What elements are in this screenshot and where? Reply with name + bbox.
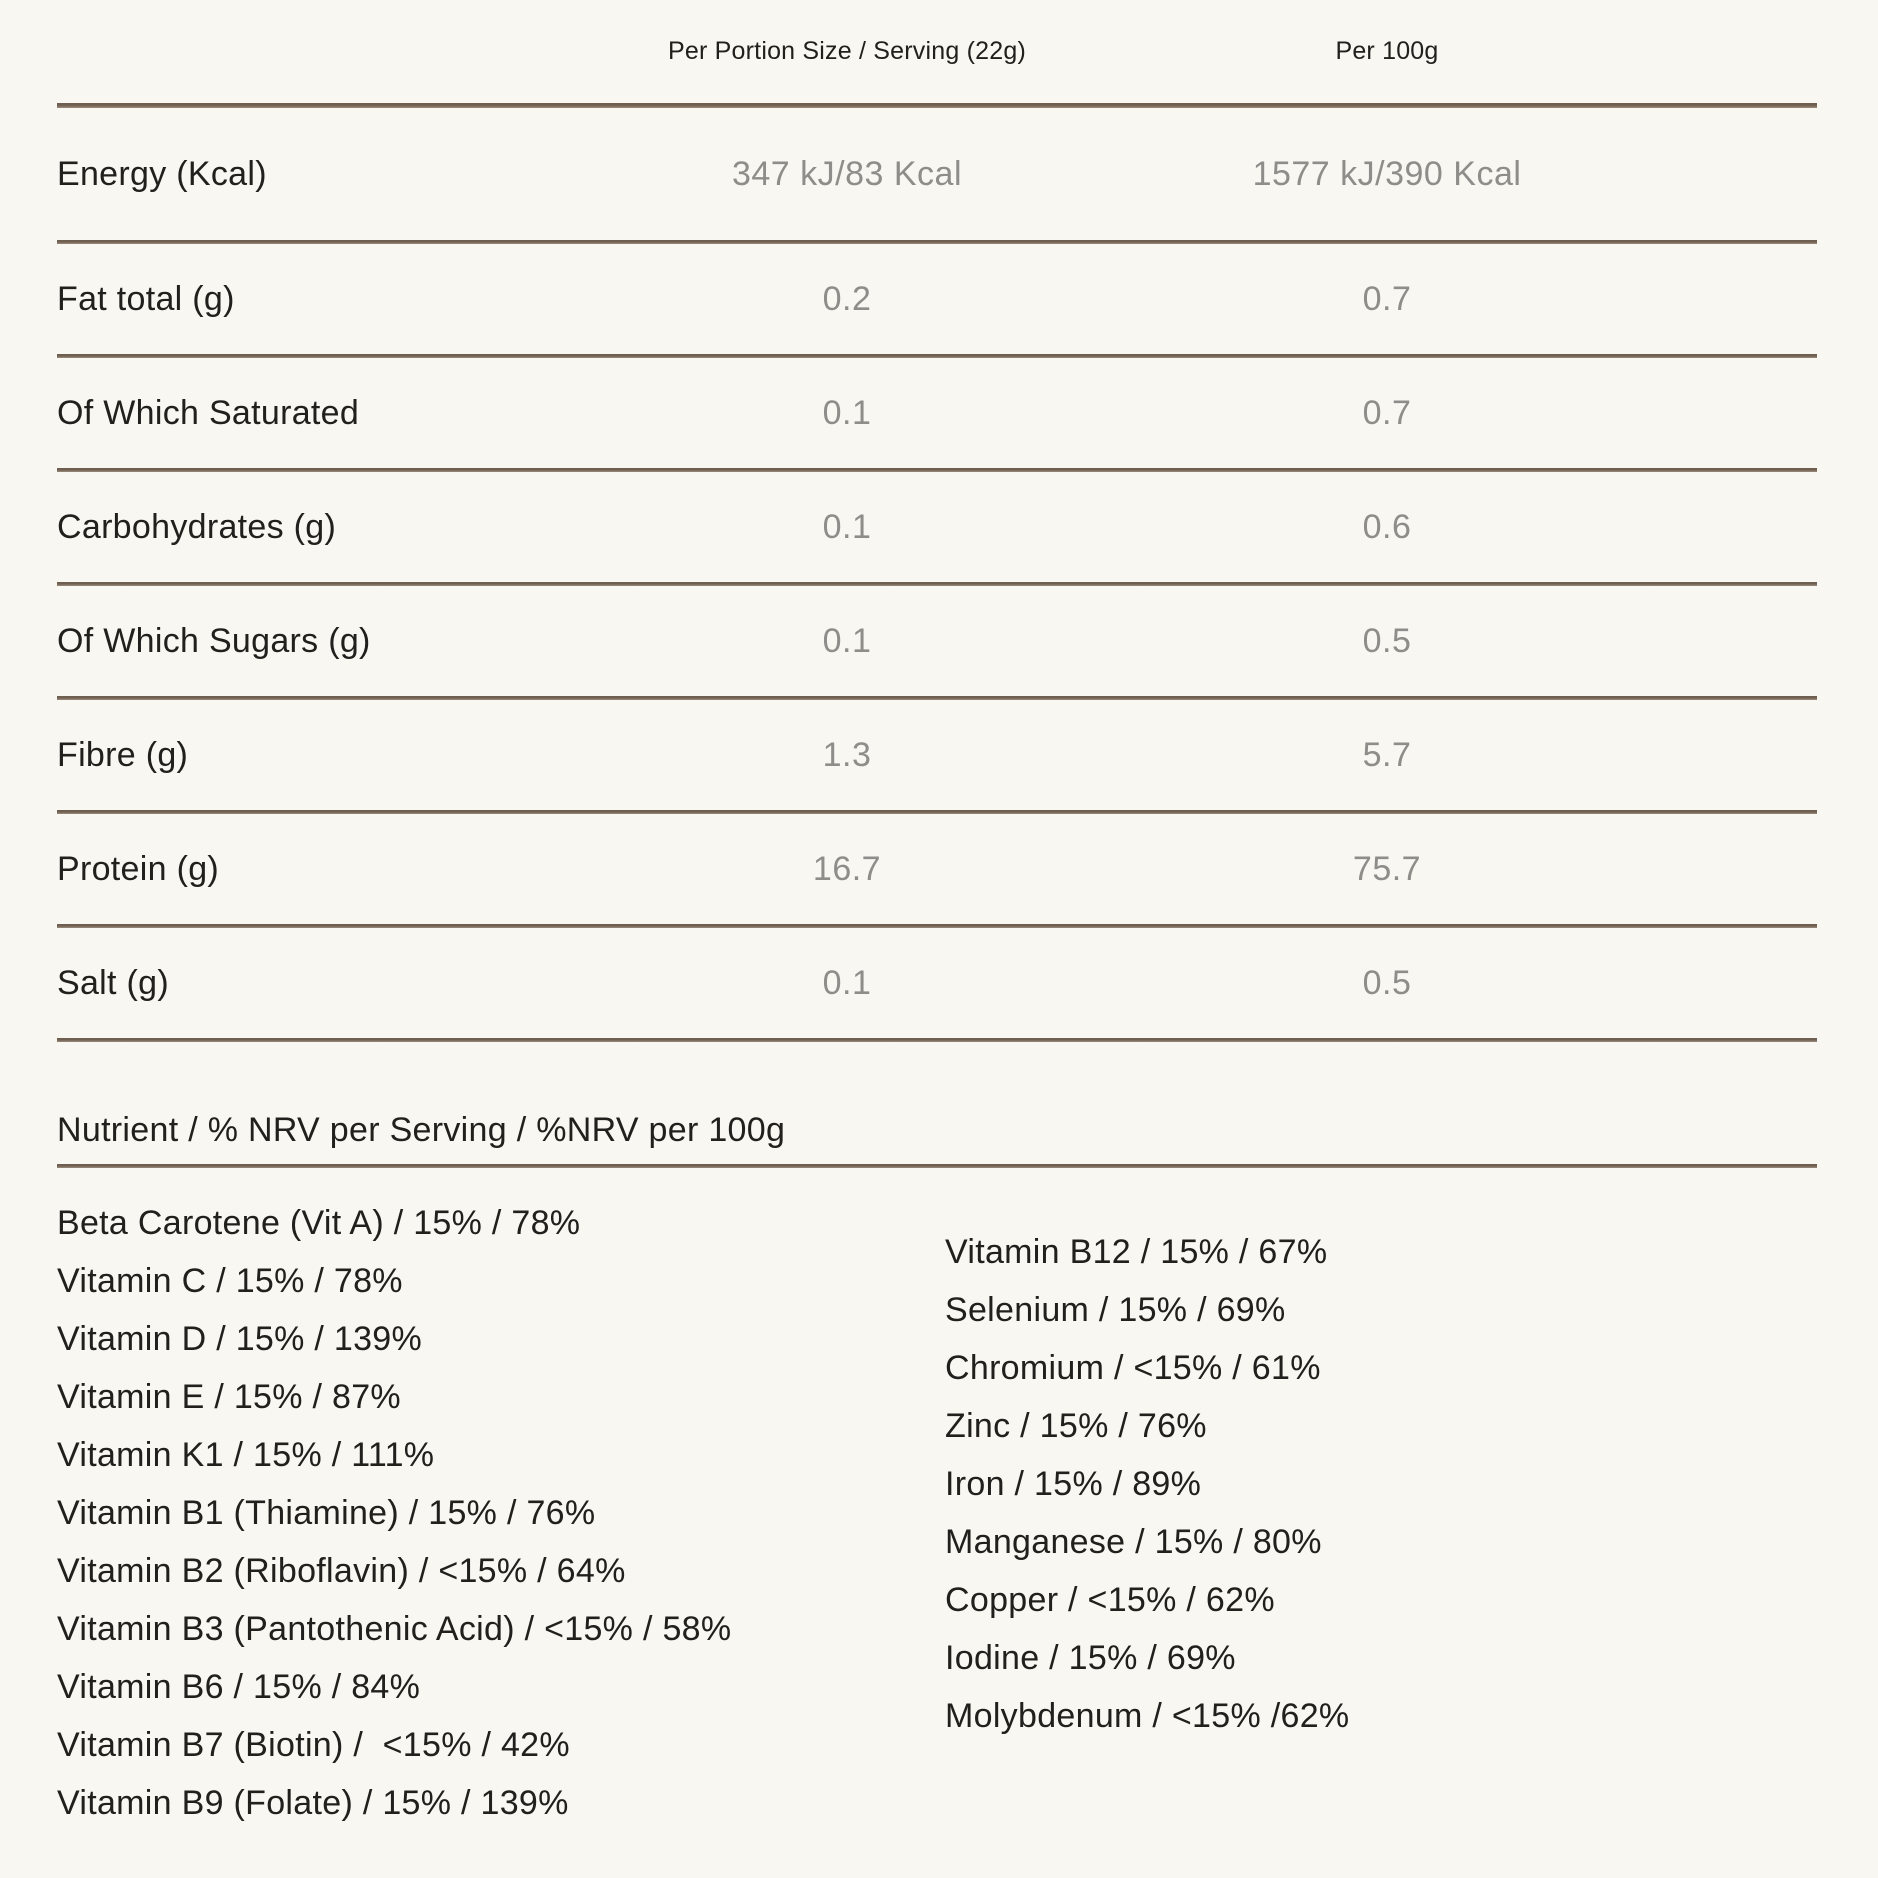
table-row: [57, 586, 1817, 696]
table-row: [57, 814, 1817, 924]
per100g-value: 1577 kJ/390 Kcal: [1252, 154, 1522, 193]
serving-value: 16.7: [812, 849, 882, 888]
row-label: Energy (Kcal): [57, 154, 267, 193]
column-header-serving: Per Portion Size / Serving (22g): [668, 37, 1026, 65]
serving-value: 0.1: [822, 507, 872, 546]
nrv-item: Copper / <15% / 62%: [945, 1581, 1275, 1619]
row-label: Of Which Saturated: [57, 393, 360, 432]
table-row: [57, 472, 1817, 582]
table-row: [57, 928, 1817, 1038]
serving-value: 0.1: [822, 393, 872, 432]
table-row: [57, 244, 1817, 354]
row-label: Fibre (g): [57, 735, 189, 774]
row-label: Fat total (g): [57, 279, 235, 318]
nrv-item: Vitamin B2 (Riboflavin) / <15% / 64%: [57, 1552, 626, 1590]
nrv-item: Molybdenum / <15% /62%: [945, 1697, 1350, 1735]
per100g-value: 75.7: [1352, 849, 1422, 888]
nrv-item: Vitamin K1 / 15% / 111%: [57, 1436, 435, 1474]
table-row: [57, 700, 1817, 810]
nrv-lists: [57, 1168, 1817, 1832]
per100g-value: 0.5: [1362, 963, 1412, 1002]
table-row: [57, 108, 1817, 240]
nrv-item: Manganese / 15% / 80%: [945, 1523, 1322, 1561]
nrv-item: Vitamin B7 (Biotin) / <15% / 42%: [57, 1726, 570, 1764]
nrv-item: Iodine / 15% / 69%: [945, 1639, 1236, 1677]
nrv-item: Vitamin B1 (Thiamine) / 15% / 76%: [57, 1494, 596, 1532]
row-label: Salt (g): [57, 963, 169, 1002]
nrv-item: Vitamin B6 / 15% / 84%: [57, 1668, 421, 1706]
nrv-list-right: [945, 1223, 1349, 1745]
per100g-value: 5.7: [1362, 735, 1412, 774]
row-label: Protein (g): [57, 849, 220, 888]
nrv-item: Chromium / <15% / 61%: [945, 1349, 1321, 1387]
nrv-item: Vitamin C / 15% / 78%: [57, 1262, 403, 1300]
serving-value: 1.3: [822, 735, 872, 774]
nrv-list-left: [57, 1194, 945, 1832]
nrv-item: Beta Carotene (Vit A) / 15% / 78%: [57, 1204, 581, 1242]
per100g-value: 0.7: [1362, 393, 1412, 432]
nrv-item: Zinc / 15% / 76%: [945, 1407, 1207, 1445]
serving-value: 347 kJ/83 Kcal: [731, 154, 963, 193]
serving-value: 0.1: [822, 963, 872, 1002]
column-header-per100g: Per 100g: [1335, 37, 1439, 65]
nrv-item: Vitamin B12 / 15% / 67%: [945, 1233, 1328, 1271]
per100g-value: 0.7: [1362, 279, 1412, 318]
row-label: Of Which Sugars (g): [57, 621, 371, 660]
nrv-item: Selenium / 15% / 69%: [945, 1291, 1286, 1329]
per100g-value: 0.5: [1362, 621, 1412, 660]
serving-value: 0.2: [822, 279, 872, 318]
nrv-item: Vitamin B3 (Pantothenic Acid) / <15% / 58%: [57, 1610, 732, 1648]
nrv-item: Iron / 15% / 89%: [945, 1465, 1202, 1503]
table-header-row: [57, 0, 1817, 103]
per100g-value: 0.6: [1362, 507, 1412, 546]
nrv-item: Vitamin E / 15% / 87%: [57, 1378, 401, 1416]
nrv-item: Vitamin D / 15% / 139%: [57, 1320, 423, 1358]
row-label: Carbohydrates (g): [57, 507, 337, 546]
nrv-section-heading: Nutrient / % NRV per Serving / %NRV per 100g: [57, 1111, 786, 1149]
nrv-item: Vitamin B9 (Folate) / 15% / 139%: [57, 1784, 569, 1822]
table-row: [57, 358, 1817, 468]
serving-value: 0.1: [822, 621, 872, 660]
